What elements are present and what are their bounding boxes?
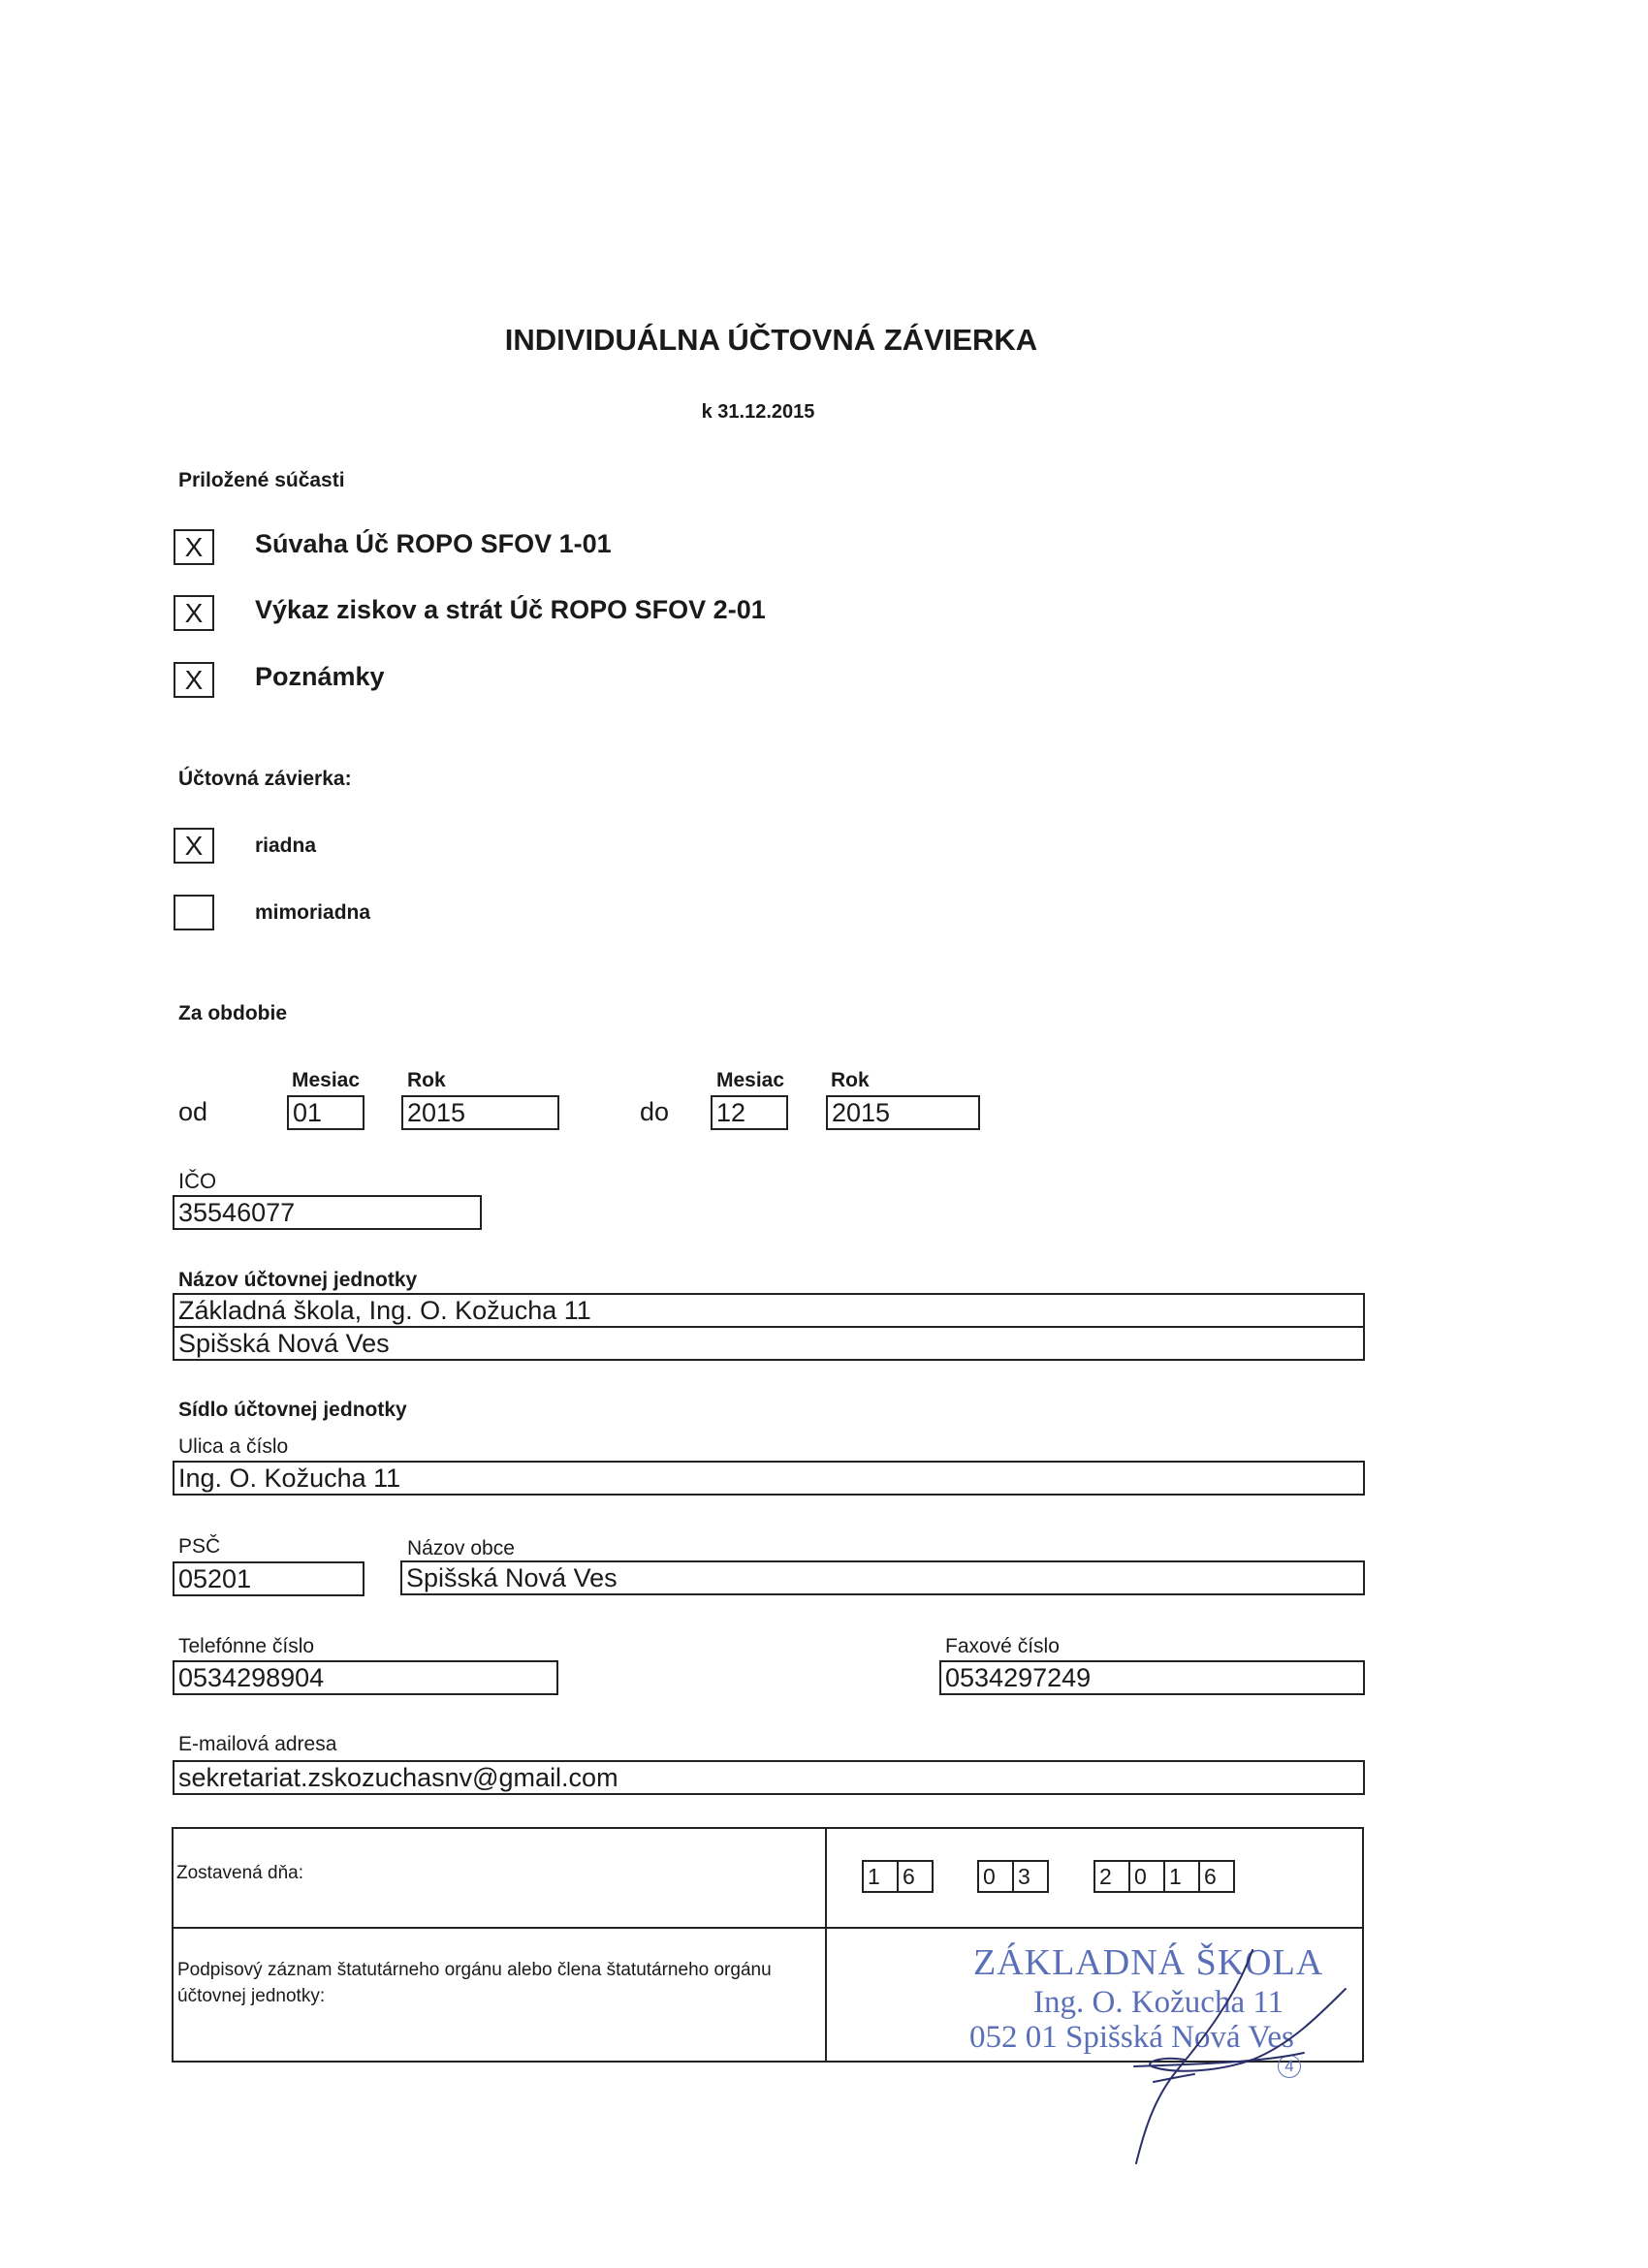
closing-type-checkbox-regular[interactable]: X <box>174 828 214 864</box>
month-digit-1[interactable]: 0 <box>977 1860 1014 1893</box>
to-month-label: Mesiac <box>716 1069 785 1091</box>
closing-type-label-extraordinary: mimoriadna <box>255 901 371 924</box>
period-to-label: do <box>640 1097 670 1126</box>
email-field[interactable]: sekretariat.zskozuchasnv@gmail.com <box>173 1760 1365 1795</box>
zip-label: PSČ <box>178 1535 221 1558</box>
to-month-field[interactable]: 12 <box>711 1095 788 1130</box>
fax-label: Faxové číslo <box>945 1635 1060 1657</box>
document-title: INDIVIDUÁLNA ÚČTOVNÁ ZÁVIERKA <box>504 323 1038 357</box>
stamp-line-1: ZÁKLADNÁ ŠKOLA <box>973 1942 1324 1983</box>
city-label: Názov obce <box>407 1537 515 1559</box>
address-heading: Sídlo účtovnej jednotky <box>178 1399 407 1421</box>
entity-name-label: Názov účtovnej jednotky <box>178 1269 418 1291</box>
year-digit-3[interactable]: 1 <box>1163 1860 1200 1893</box>
phone-label: Telefónne číslo <box>178 1635 315 1657</box>
year-digit-4[interactable]: 6 <box>1198 1860 1235 1893</box>
attachment-checkbox-balance-sheet[interactable]: X <box>174 529 214 565</box>
year-digit-2[interactable]: 0 <box>1128 1860 1165 1893</box>
closing-type-heading: Účtovná závierka: <box>178 768 352 790</box>
to-year-field[interactable]: 2015 <box>826 1095 980 1130</box>
attachment-label-notes: Poznámky <box>255 662 385 691</box>
stamp-line-3: 052 01 Spišská Nová Ves <box>969 2020 1294 2055</box>
stamp-line-2: Ing. O. Kožucha 11 <box>1033 1985 1284 2020</box>
to-year-label: Rok <box>831 1069 870 1091</box>
entity-name-line2-field[interactable]: Spišská Nová Ves <box>173 1326 1365 1361</box>
attachment-checkbox-profit-loss[interactable]: X <box>174 595 214 631</box>
street-field[interactable]: Ing. O. Kožucha 11 <box>173 1461 1365 1496</box>
street-label: Ulica a číslo <box>178 1435 289 1458</box>
email-label: E-mailová adresa <box>178 1733 337 1755</box>
period-heading: Za obdobie <box>178 1002 287 1024</box>
stamp-number: 4 <box>1278 2055 1301 2078</box>
day-digit-2[interactable]: 6 <box>897 1860 934 1893</box>
attachment-label-balance-sheet: Súvaha Úč ROPO SFOV 1-01 <box>255 529 612 558</box>
signature-stroke-1 <box>1136 1950 1252 2163</box>
from-month-label: Mesiac <box>292 1069 361 1091</box>
fax-field[interactable]: 0534297249 <box>939 1660 1365 1695</box>
from-month-field[interactable]: 01 <box>287 1095 364 1130</box>
period-from-label: od <box>178 1097 208 1126</box>
attachments-heading: Priložené súčasti <box>178 469 345 491</box>
ico-field[interactable]: 35546077 <box>173 1195 482 1230</box>
compiled-date-label: Zostavená dňa: <box>176 1863 303 1883</box>
from-year-label: Rok <box>407 1069 446 1091</box>
zip-field[interactable]: 05201 <box>173 1561 364 1596</box>
city-field[interactable]: Spišská Nová Ves <box>400 1560 1365 1595</box>
day-digit-1[interactable]: 1 <box>862 1860 899 1893</box>
signature-stroke-2 <box>1150 1989 1346 2071</box>
ico-label: IČO <box>178 1169 217 1193</box>
phone-field[interactable]: 0534298904 <box>173 1660 558 1695</box>
attachment-checkbox-notes[interactable]: X <box>174 662 214 698</box>
document-date: k 31.12.2015 <box>701 401 815 423</box>
closing-type-label-regular: riadna <box>255 835 317 857</box>
from-year-field[interactable]: 2015 <box>401 1095 559 1130</box>
signature-record-label: Podpisový záznam štatutárneho orgánu alebo člena štatutárneho orgánu účtovnej jednotky: <box>177 1960 772 2006</box>
year-digit-1[interactable]: 2 <box>1093 1860 1130 1893</box>
attachment-label-profit-loss: Výkaz ziskov a strát Úč ROPO SFOV 2-01 <box>255 595 766 624</box>
entity-name-line1-field[interactable]: Základná škola, Ing. O. Kožucha 11 <box>173 1293 1365 1328</box>
month-digit-2[interactable]: 3 <box>1012 1860 1049 1893</box>
